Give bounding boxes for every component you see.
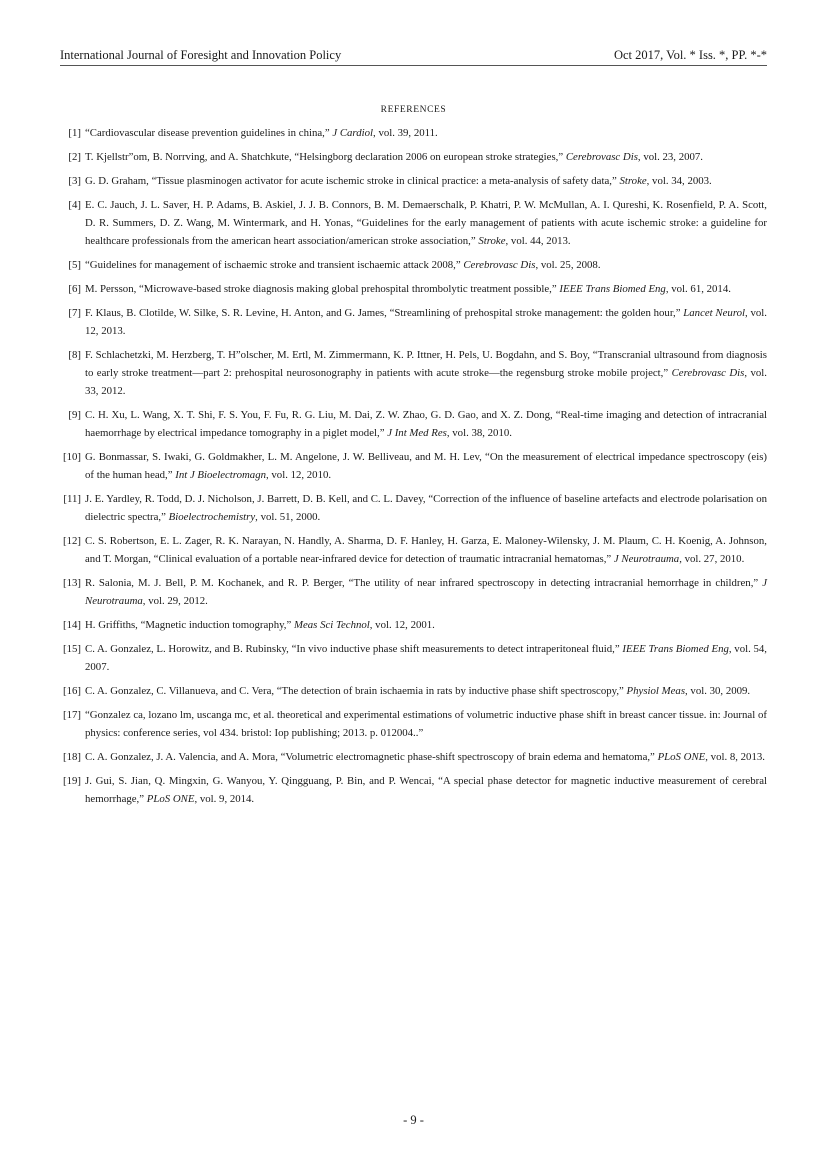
- page-header: [60, 47, 767, 63]
- reference-details: , vol. 23, 2007.: [637, 151, 704, 163]
- reference-text: H. Griffiths, “Magnetic induction tomography,”: [85, 619, 294, 631]
- issue-info: Oct 2017, Vol. * Iss. *, PP. *-*: [613, 48, 767, 62]
- reference-number: [2]: [68, 151, 81, 163]
- reference-details: , vol. 12, 2013.: [85, 307, 767, 337]
- reference-text: G. Bonmassar, S. Iwaki, G. Goldmakher, L. M. Angelone, J. W. Belliveau, and M. H. Lev, “On the measurement of electrical impedance spectroscopy (eis) of the human head,”: [85, 451, 767, 481]
- reference-number: [12]: [63, 535, 81, 547]
- reference-journal: Physiol Meas: [626, 685, 686, 697]
- reference-number: [6]: [68, 283, 81, 295]
- reference-list: [60, 124, 767, 814]
- reference-number: [9]: [68, 409, 81, 421]
- reference-number: [8]: [68, 349, 81, 361]
- reference-journal: PLoS ONE: [146, 793, 195, 805]
- reference-number: [14]: [63, 619, 81, 631]
- reference-item-3: [60, 172, 767, 190]
- reference-details: , vol. 38, 2010.: [446, 427, 512, 439]
- reference-text: M. Persson, “Microwave-based stroke diagnosis making global prehospital thrombolytic treatment possible,”: [85, 283, 560, 295]
- reference-item-11: [60, 490, 767, 526]
- reference-journal: Stroke: [478, 235, 506, 247]
- reference-text: C. A. Gonzalez, L. Horowitz, and B. Rubinsky, “In vivo inductive phase shift measurements to detect intraperitoneal fluid,”: [85, 643, 623, 655]
- reference-number: [10]: [63, 451, 81, 463]
- reference-journal: Cerebrovasc Dis: [671, 367, 745, 379]
- reference-item-1: [60, 124, 767, 142]
- reference-text: R. Salonia, M. J. Bell, P. M. Kochanek, and R. P. Berger, “The utility of near infrared spectroscopy in detecting intracranial hemorrhage in children,”: [85, 577, 763, 589]
- reference-journal: J Neurotrauma: [85, 577, 767, 607]
- reference-item-5: [60, 256, 767, 274]
- reference-journal: IEEE Trans Biomed Eng: [622, 643, 729, 655]
- reference-journal: Stroke: [619, 175, 647, 187]
- reference-journal: J Cardiol: [332, 127, 374, 139]
- reference-journal: J Int Med Res: [387, 427, 447, 439]
- header-divider: [60, 65, 767, 66]
- reference-details: , vol. 12, 2001.: [369, 619, 435, 631]
- reference-item-19: [60, 772, 767, 808]
- reference-details: , vol. 61, 2014.: [665, 283, 731, 295]
- reference-details: , vol. 8, 2013.: [705, 751, 765, 763]
- reference-item-2: [60, 148, 767, 166]
- reference-journal: PLoS ONE: [657, 751, 706, 763]
- reference-number: [7]: [68, 307, 81, 319]
- reference-text: “Gonzalez ca, lozano lm, uscanga mc, et al. theoretical and experimental estimations of volumetric inductive phase shift in breast cancer tissue. in: Journal of physics: conference series, vol 434. bristol: Iop publishing; 2013. p. 012004..”: [85, 709, 767, 739]
- reference-details: , vol. 29, 2012.: [142, 595, 208, 607]
- reference-text: “Cardiovascular disease prevention guidelines in china,”: [85, 127, 333, 139]
- reference-item-10: [60, 448, 767, 484]
- reference-details: , vol. 27, 2010.: [679, 553, 745, 565]
- reference-item-15: [60, 640, 767, 676]
- reference-item-7: [60, 304, 767, 340]
- reference-journal: J Neurotrauma: [613, 553, 680, 565]
- reference-text: T. Kjellstr”om, B. Norrving, and A. Shatchkute, “Helsingborg declaration 2006 on european stroke strategies,”: [85, 151, 566, 163]
- reference-text: C. A. Gonzalez, C. Villanueva, and C. Vera, “The detection of brain ischaemia in rats by inductive phase shift spectroscopy,”: [85, 685, 627, 697]
- reference-item-6: [60, 280, 767, 298]
- reference-journal: Cerebrovasc Dis: [565, 151, 638, 163]
- reference-number: [18]: [63, 751, 81, 763]
- reference-text: C. A. Gonzalez, J. A. Valencia, and A. Mora, “Volumetric electromagnetic phase-shift spectroscopy of brain edema and hematoma,”: [85, 751, 658, 763]
- reference-text: F. Schlachetzki, M. Herzberg, T. H”olscher, M. Ertl, M. Zimmermann, K. P. Ittner, H. Pels, U. Bogdahn, and S. Boy, “Transcranial ultrasound from diagnosis to early stroke treatment—part 2: prehospital neurosonography in patients with acute stroke—the regensburg stroke mobile project,”: [85, 349, 767, 379]
- reference-item-9: [60, 406, 767, 442]
- reference-item-8: [60, 346, 767, 400]
- reference-journal: Lancet Neurol: [683, 307, 746, 319]
- reference-journal: Bioelectrochemistry: [168, 511, 256, 523]
- reference-text: J. E. Yardley, R. Todd, D. J. Nicholson, J. Barrett, D. B. Kell, and C. L. Davey, “Correction of the influence of baseline artefacts and electrode polarisation on dielectric spectra,”: [85, 493, 767, 523]
- reference-details: , vol. 54, 2007.: [85, 643, 767, 673]
- reference-item-18: [60, 748, 767, 766]
- reference-details: , vol. 9, 2014.: [194, 793, 255, 805]
- reference-number: [19]: [63, 775, 81, 787]
- reference-item-14: [60, 616, 767, 634]
- reference-details: , vol. 39, 2011.: [373, 127, 438, 139]
- reference-details: , vol. 30, 2009.: [685, 685, 751, 697]
- reference-item-4: [60, 196, 767, 250]
- journal-name: International Journal of Foresight and Innovation Policy: [60, 48, 342, 62]
- reference-item-13: [60, 574, 767, 610]
- reference-details: , vol. 34, 2003.: [646, 175, 712, 187]
- reference-text: J. Gui, S. Jian, Q. Mingxin, G. Wanyou, Y. Qingguang, P. Bin, and P. Wencai, “A special phase detector for magnetic inductive measurement of cerebral hemorrhage,”: [85, 775, 767, 805]
- reference-text: “Guidelines for management of ischaemic stroke and transient ischaemic attack 2008,”: [85, 259, 464, 271]
- reference-journal: Int J Bioelectromagn: [175, 469, 266, 481]
- reference-text: E. C. Jauch, J. L. Saver, H. P. Adams, B. Askiel, J. J. B. Connors, B. M. Demaerschalk, P. Khatri, P. W. McMullan, A. I. Qureshi, K. Rosenfield, P. A. Scott, D. R. Summers, D. Z. Wang, M. Wintermark, and H. Yonas, “Guidelines for the early management of patients with acute ischemic stroke: a guideline for healthcare professionals from the american heart association/american stroke association,”: [85, 199, 767, 247]
- reference-details: , vol. 12, 2010.: [266, 469, 332, 481]
- reference-text: C. S. Robertson, E. L. Zager, R. K. Narayan, N. Handly, A. Sharma, D. F. Hanley, H. Garza, E. Maloney-Wilensky, J. M. Plaum, C. H. Koenig, A. Johnson, and T. Morgan, “Clinical evaluation of a portable near-infrared device for detection of traumatic intracranial hematomas,”: [85, 535, 767, 565]
- reference-journal: IEEE Trans Biomed Eng: [559, 283, 666, 295]
- section-title: REFERENCES: [380, 105, 447, 115]
- reference-number: [13]: [63, 577, 81, 589]
- reference-details: , vol. 44, 2013.: [505, 235, 571, 247]
- reference-number: [15]: [63, 643, 81, 655]
- reference-details: , vol. 33, 2012.: [85, 367, 767, 397]
- reference-number: [17]: [63, 709, 81, 721]
- reference-item-16: [60, 682, 767, 700]
- reference-item-12: [60, 532, 767, 568]
- reference-text: G. D. Graham, “Tissue plasminogen activator for acute ischemic stroke in clinical practice: a meta-analysis of safety data,”: [85, 175, 620, 187]
- reference-number: [1]: [68, 127, 81, 139]
- reference-number: [4]: [68, 199, 81, 211]
- page-number: - 9 -: [403, 1113, 424, 1127]
- reference-text: F. Klaus, B. Clotilde, W. Silke, S. R. Levine, H. Anton, and G. James, “Streamlining of prehospital stroke management: the golden hour,”: [85, 307, 684, 319]
- reference-number: [3]: [68, 175, 81, 187]
- reference-text: C. H. Xu, L. Wang, X. T. Shi, F. S. You, F. Fu, R. G. Liu, M. Dai, Z. W. Zhao, G. D. Gao, and X. Z. Dong, “Real-time imaging and detection of intracranial haemorrhage by electrical impedance tomography in a piglet model,”: [85, 409, 767, 439]
- reference-details: , vol. 25, 2008.: [535, 259, 601, 271]
- reference-item-17: [60, 706, 767, 742]
- reference-journal: Cerebrovasc Dis: [463, 259, 536, 271]
- reference-number: [5]: [68, 259, 81, 271]
- reference-details: , vol. 51, 2000.: [255, 511, 321, 523]
- reference-number: [16]: [63, 685, 81, 697]
- reference-number: [11]: [63, 493, 81, 505]
- reference-journal: Meas Sci Technol: [294, 619, 370, 631]
